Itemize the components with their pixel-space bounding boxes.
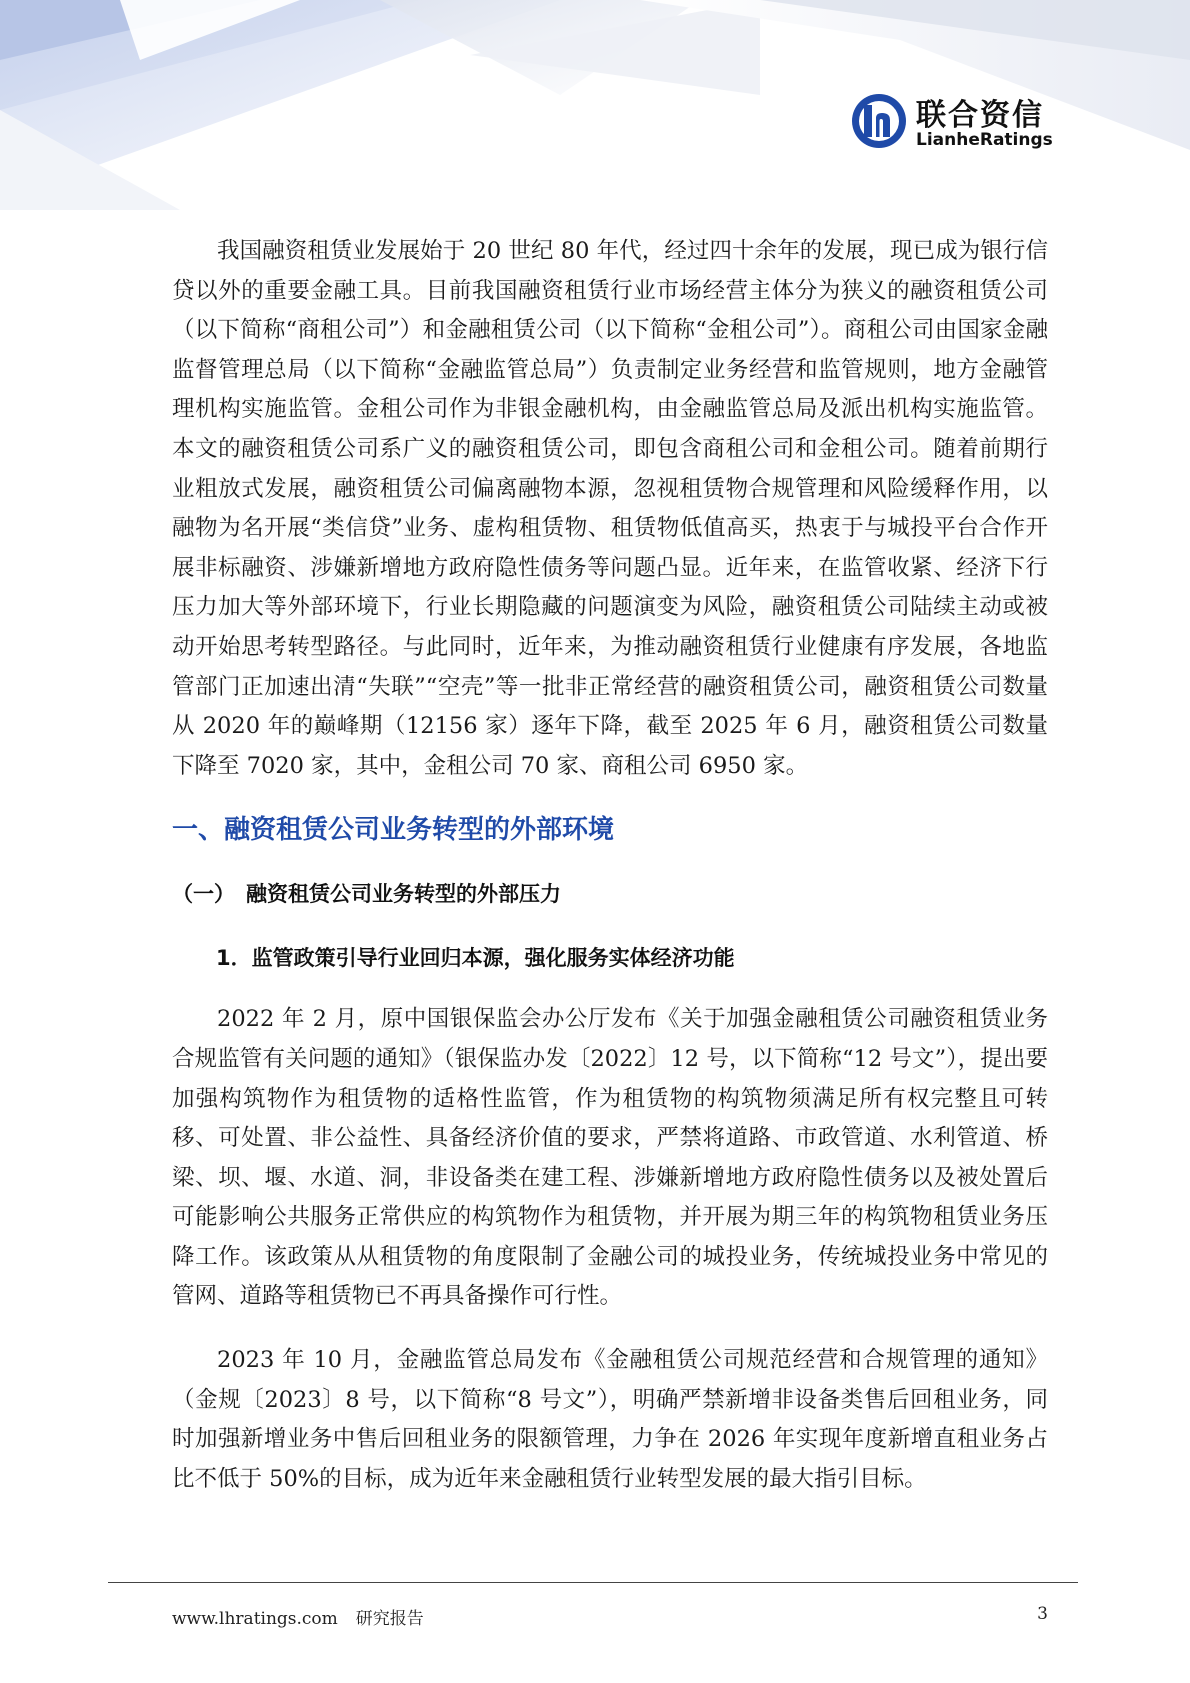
page-number: 3	[1037, 1604, 1048, 1624]
brand-logo	[850, 88, 1060, 158]
policy-paragraph-2023: 2023 年 10 月，金融监管总局发布《金融租赁公司规范经营和合规管理的通知》（金规〔2023〕8 号，以下简称“8 号文”），明确严禁新增非设备类售后回租业务，同时加强新增业务中售后回租业务的限额管理，力争在 2026 年实现年度新增直租业务占比不低于 50%的目标，成为近年来金融租赁行业转型发展的最大指引目标。	[172, 1347, 1048, 1492]
policy-paragraph-2022: 2022 年 2 月，原中国银保监会办公厅发布《关于加强金融租赁公司融资租赁业务合规监管有关问题的通知》（银保监办发〔2022〕12 号，以下简称“12 号文”），提出要加强构筑物作为租赁物的适格性监管，作为租赁物的构筑物须满足所有权完整且可转移、可处置、非公益性、具备经济价值的要求，严禁将道路、市政管道、水利管道、桥梁、坝、堰、水道、洞，非设备类在建工程、涉嫌新增地方政府隐性债务以及被处置后可能影响公共服务正常供应的构筑物作为租赁物，并开展为期三年的构筑物租赁业务压降工作。该政策从从租赁物的角度限制了金融公司的城投业务，传统城投业务中常见的管网、道路等租赁物已不再具备操作可行性。	[172, 1006, 1048, 1310]
footer-website[interactable]: www.lhratings.com	[172, 1609, 338, 1629]
subsection-title: 融资租赁公司业务转型的外部压力	[246, 882, 561, 907]
intro-paragraph: 我国融资租赁业发展始于 20 世纪 80 年代，经过四十余年的发展，现已成为银行信贷以外的重要金融工具。目前我国融资租赁行业市场经营主体分为狭义的融资租赁公司（以下简称“商租公司”）和金融租赁公司（以下简称“金租公司”）。商租公司由国家金融监督管理总局（以下简称“金融监管总局”）负责制定业务经营和监管规则，地方金融管理机构实施监管。金租公司作为非银金融机构，由金融监管总局及派出机构实施监管。本文的融资租赁公司系广义的融资租赁公司，即包含商租公司和金租公司。随着前期行业粗放式发展，融资租赁公司偏离融物本源，忽视租赁物合规管理和风险缓释作用，以融物为名开展“类信贷”业务、虚构租赁物、租赁物低值高买，热衷于与城投平台合作开展非标融资、涉嫌新增地方政府隐性债务等问题凸显。近年来，在监管收紧、经济下行压力加大等外部环境下，行业长期隐藏的问题演变为风险，融资租赁公司陆续主动或被动开始思考转型路径。与此同时，近年来，为推动融资租赁行业健康有序发展，各地监管部门正加速出清“失联”“空壳”等一批非正常经营的融资租赁公司，融资租赁公司数量从 2020 年的巅峰期（12156 家）逐年下降，截至 2025 年 6 月，融资租赁公司数量下降至 7020 家，其中，金租公司 70 家、商租公司 6950 家。	[172, 238, 1048, 779]
logo-chinese-name: 联合资信	[916, 98, 1044, 133]
footer-divider	[108, 1582, 1078, 1583]
logo-english-name: LianheRatings	[916, 130, 1053, 150]
footer-doc-type: 研究报告	[355, 1609, 424, 1629]
subsection-number: （一）	[172, 882, 235, 907]
item-heading: 1．监管政策引导行业回归本源，强化服务实体经济功能	[216, 946, 735, 971]
section-heading: 一、融资租赁公司业务转型的外部环境	[172, 815, 615, 846]
subsection-heading	[172, 874, 1048, 914]
lianhe-logo-icon	[850, 92, 908, 150]
document-body	[172, 232, 1048, 1499]
footer-info	[172, 1604, 424, 1629]
